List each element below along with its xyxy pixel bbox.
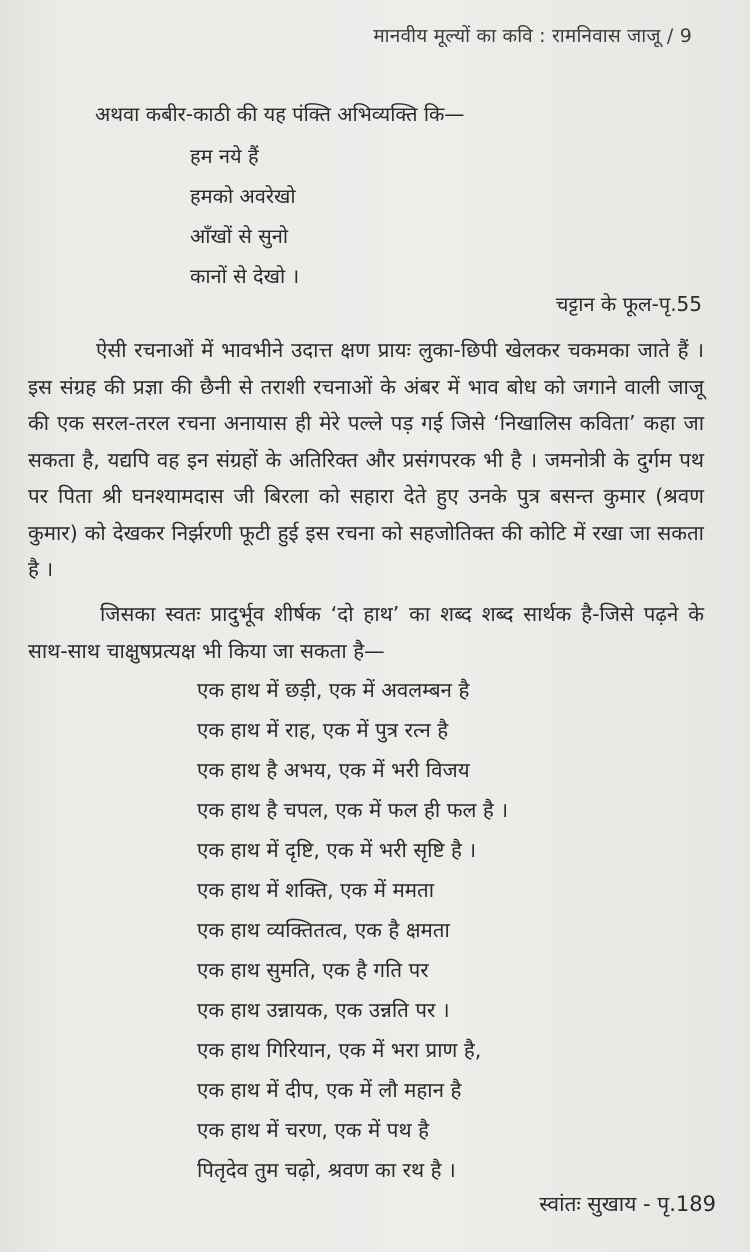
verse-block-1	[190, 136, 299, 296]
verse-line: एक हाथ व्यक्तितत्व, एक है क्षमता	[197, 918, 450, 942]
verse-line: हमको अवरेखो	[190, 184, 296, 208]
verse-line: कानों से देखो ।	[190, 264, 300, 288]
verse-block-2	[197, 670, 508, 1190]
intro-line: अथवा कबीर-काठी की यह पंक्ति अभिव्यक्ति कि—	[95, 102, 465, 126]
verse-line: पितृदेव तुम चढ़ो, श्रवण का रथ है ।	[197, 1158, 456, 1182]
verse-line: एक हाथ उन्नायक, एक उन्नति पर ।	[197, 998, 450, 1022]
verse-line: आँखों से सुनो	[190, 224, 289, 248]
verse-line: एक हाथ में छड़ी, एक में अवलम्बन है	[197, 678, 470, 702]
body-paragraph-2: जिसका स्वतः प्रादुर्भूव शीर्षक ‘दो हाथ’ का शब्द शब्द सार्थक है-जिसे पढ़ने के साथ-साथ चाक्षुषप्रत्यक्ष भी किया जा सकता है—	[28, 602, 704, 663]
verse-line: हम नये हैं	[190, 144, 259, 168]
running-header: मानवीय मूल्यों का कवि : रामनिवास जाजू / 9	[373, 25, 692, 47]
verse-line: एक हाथ में राह, एक में पुत्र रत्न है	[197, 718, 449, 742]
verse-line: एक हाथ में शक्ति, एक में ममता	[197, 878, 435, 902]
body-paragraph-1: ऐसी रचनाओं में भावभीने उदात्त क्षण प्रायः लुका-छिपी खेलकर चकमका जाते हैं । इस संग्रह की प्रज्ञा की छैनी से तराशी रचनाओं के अंबर में भाव बोध को जगाने वाली जाजू की एक सरल-तरल रचना अनायास ही मेरे पल्ले पड़ गई जिसे ‘निखालिस कविता’ कहा जा सकता है, यद्यपि वह इन संग्रहों के अतिरिक्त और प्रसंगपरक भी है । जमनोत्री के दुर्गम पथ पर पिता श्री घनश्यामदास जी बिरला को सहारा देते हुए उनके पुत्र बसन्त कुमार (श्रवण कुमार) को देखकर निर्झरणी फूटी हुई इस रचना को सहजोतिक्त की कोटि में रखा जा सकता है ।	[28, 338, 704, 581]
verse-line: एक हाथ है अभय, एक में भरी विजय	[197, 758, 470, 782]
verse-line: एक हाथ है चपल, एक में फल ही फल है ।	[197, 798, 509, 822]
verse-source-citation-2: स्वांतः सुखाय - पृ.189	[539, 1192, 716, 1216]
verse-line: एक हाथ में दृष्टि, एक में भरी सृष्टि है ।	[197, 838, 477, 862]
verse-line: एक हाथ में दीप, एक में लौ महान है	[197, 1078, 462, 1102]
verse-source-citation: चट्टान के फूल-पृ.55	[555, 292, 702, 316]
verse-line: एक हाथ सुमति, एक है गति पर	[197, 958, 429, 982]
verse-line: एक हाथ में चरण, एक में पथ है	[197, 1118, 429, 1142]
verse-line: एक हाथ गिरियान, एक में भरा प्राण है,	[197, 1038, 482, 1062]
